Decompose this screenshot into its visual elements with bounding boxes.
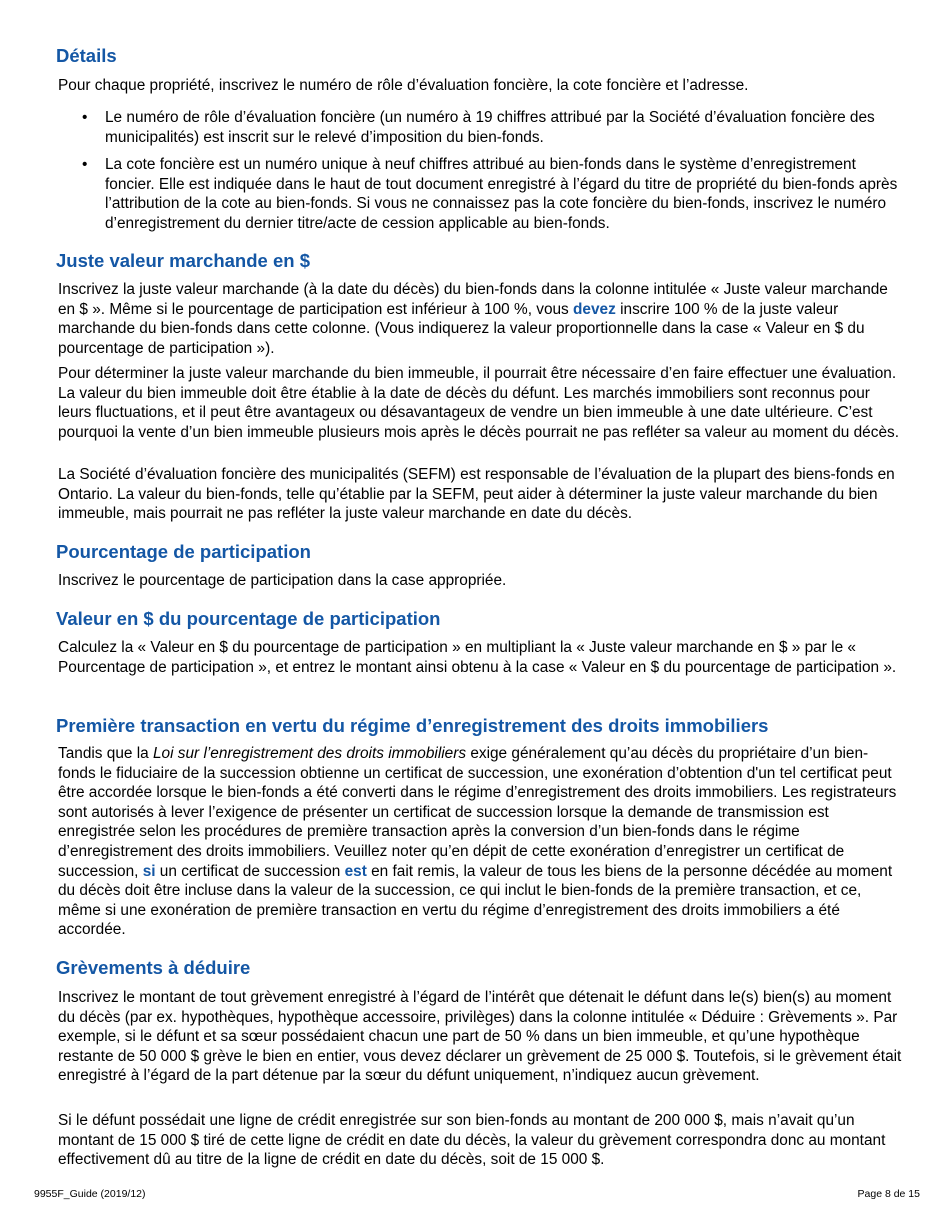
details-intro: Pour chaque propriété, inscrivez le numéro de rôle d’évaluation foncière, la cote foncière et l’adresse.: [58, 77, 749, 94]
section-heading-percent: Pourcentage de participation: [56, 541, 311, 562]
footer-page-number: Page 8 de 15: [857, 1188, 920, 1200]
section-heading-encumbrances: Grèvements à déduire: [56, 957, 251, 978]
encumbrances-paragraph-2: Si le défunt possédait une ligne de crédit enregistrée sur son bien-fonds au montant de 200 000 $, mais n’avait qu’un montant de 15 000 $ tiré de cette ligne de crédit en date du décès, la valeur du grèvement correspondra donc au montant effectivement dû au titre de la ligne de crédit en date du décès, soit de 15 000 $.: [58, 1112, 886, 1169]
bullet-dot: •: [82, 156, 88, 173]
percent-paragraph: Inscrivez le pourcentage de participation dans la case appropriée.: [58, 572, 507, 589]
text-run: inscrire 100 % de la juste valeur marchande du bien-fonds dans cette colonne. (Vous indiquerez la valeur proportionnelle dans la case « Valeur en $ du pourcentage de participation »).: [58, 300, 865, 357]
bullet-item: [82, 108, 904, 147]
fmv-paragraph-2: Pour déterminer la juste valeur marchande du bien immeuble, il pourrait être nécessaire d’en faire effectuer une évaluation. La valeur du bien immeuble doit être établie à la date de décès du défunt. Les marchés immobiliers sont reconnus pour leurs fluctuations, et il peut être avantageux ou désavantageux de vendre un bien immeuble à une date ultérieure. C’est pourquoi la vente d’un bien immeuble plusieurs mois après le décès pourrait ne pas refléter sa valeur au moment du décès.: [58, 365, 899, 441]
text-run: un certificat de succession: [155, 862, 345, 880]
section-heading-value-percent: Valeur en $ du pourcentage de participation: [56, 608, 441, 629]
text-run: Tandis que la: [58, 745, 153, 762]
emphasis-text: devez: [573, 300, 616, 318]
value-percent-paragraph: Calculez la « Valeur en $ du pourcentage de participation » en multipliant la « Juste valeur marchande en $ » par le « Pourcentage de participation », et entrez le montant ainsi obtenu à la case « Valeur en $ du pourcentage de participation ».: [58, 639, 897, 676]
emphasis-text: si: [142, 862, 156, 880]
section-heading-details: Détails: [56, 45, 117, 66]
bullet-item: [82, 155, 904, 233]
fmv-paragraph-3: La Société d’évaluation foncière des municipalités (SEFM) est responsable de l’évaluation de la plupart des biens-fonds en Ontario. La valeur du bien-fonds, telle qu’établie par la SEFM, peut aider à déterminer la juste valeur marchande du bien immeuble, mais pourrait ne pas refléter la juste valeur marchande en date du décès.: [58, 466, 895, 523]
bullet-text: Le numéro de rôle d’évaluation foncière (un numéro à 19 chiffres attribué par la Société d’évaluation foncière des municipalités) est inscrit sur le relevé d’imposition du bien-fonds.: [105, 109, 875, 146]
bullet-dot: •: [82, 109, 88, 126]
fmv-paragraph-1: [58, 280, 903, 358]
bullet-text: La cote foncière est un numéro unique à neuf chiffres attribué au bien-fonds dans le système d’enregistrement foncier. Elle est indiquée dans le haut de tout document enregistré à l’égard du titre de propriété du bien-fonds après l’attribution de la cote au bien-fonds. Si vous ne connaissez pas la cote foncière du bien-fonds, inscrivez le numéro d’enregistrement du dernier titre/acte de cession applicable au bien-fonds.: [105, 156, 898, 232]
italic-law-title: Loi sur l’enregistrement des droits immobiliers: [152, 745, 467, 762]
text-run: exige généralement qu’au décès du propriétaire d’un bien-fonds le fiduciaire de la succession obtienne un certificat de succession, une exonération d’obtention d'un tel certificat peut être accordée lorsque le bien-fonds a été converti dans le régime d’enregistrement des droits immobiliers. Les registrateurs sont autorisés à lever l’exigence de présenter un certificat de succession lorsque la demande de transmission est enregistrée selon les procédures de première transaction après la conversion d’un bien-fonds dans le régime d’enregistrement des droits immobiliers. Veuillez noter qu’en dépit de cette exonération d’enregistrer un certificat de succession,: [58, 745, 897, 880]
section-heading-fmv: Juste valeur marchande en $: [56, 250, 310, 271]
first-transaction-paragraph: [58, 744, 903, 940]
emphasis-text: est: [344, 862, 367, 880]
encumbrances-paragraph-1: Inscrivez le montant de tout grèvement enregistré à l’égard de l’intérêt que détenait le défunt dans le(s) bien(s) au moment du décès (par ex. hypothèques, hypothèque accessoire, privilèges) dans la colonne intitulée « Déduire : Grèvements ». Par exemple, si le défunt et sa sœur possédaient chacun une part de 50 % dans un bien immeuble, et qu’une hypothèque restante de 50 000 $ grève le bien en entier, vous devez déclarer un grèvement de 25 000 $. Toutefois, si le grèvement était enregistré à l’égard de la part détenue par la sœur du défunt uniquement, n’indiquez aucun grèvement.: [58, 989, 902, 1085]
text-run: en fait remis, la valeur de tous les biens de la personne décédée au moment du décès doit être incluse dans la valeur de la succession, ce qui inclut le bien-fonds de la première transaction, et ce, même si une exonération de première transaction en vertu du régime d’enregistrement des droits immobiliers a été accordée.: [58, 862, 893, 939]
footer-form-id: 9955F_Guide (2019/12): [34, 1188, 146, 1200]
section-heading-first-transaction: Première transaction en vertu du régime d’enregistrement des droits immobiliers: [56, 715, 769, 736]
text-run: Inscrivez la juste valeur marchande (à la date du décès) du bien-fonds dans la colonne intitulée « Juste valeur marchande en $ ». Même si le pourcentage de participation est inférieur à 100 %, vous: [58, 281, 888, 318]
